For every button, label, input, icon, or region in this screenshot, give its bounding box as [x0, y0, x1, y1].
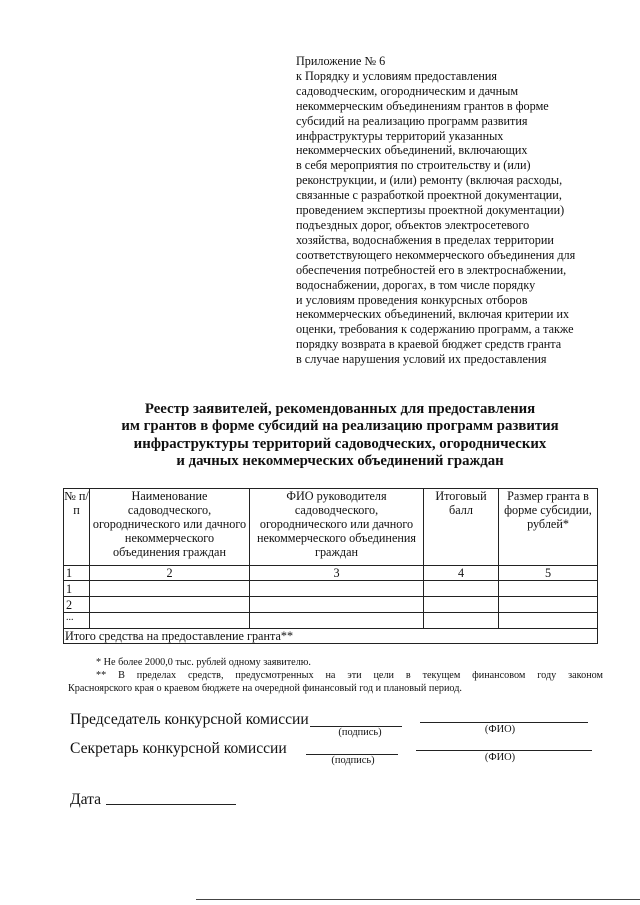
table-header-row: [64, 489, 598, 566]
appendix-line: к Порядку и условиям предоставления: [296, 68, 498, 83]
appendix-line: в случае нарушения условий их предоставления: [296, 352, 547, 367]
table-cell: [499, 597, 598, 613]
table-row: [64, 581, 598, 597]
total-label: Итого средства на предоставление гранта**: [64, 629, 598, 644]
secretary-label: Секретарь конкурсной комиссии: [70, 740, 287, 757]
footnotes: [68, 656, 603, 695]
appendix-line: некоммерческих объединений, включая критерии их: [296, 307, 570, 322]
appendix-line: некоммерческим объединениям грантов в форме: [296, 98, 549, 113]
table-cell: [499, 613, 598, 629]
appendix-line: связанные с разработкой проектной документации,: [296, 188, 562, 203]
column-number: 2: [90, 566, 250, 581]
registry-table: [63, 488, 598, 644]
appendix-line: в себя мероприятия по строительству и (или): [296, 158, 531, 173]
appendix-block: [296, 54, 596, 367]
table-cell: [424, 613, 499, 629]
column-number: 5: [499, 566, 598, 581]
table-cell: [499, 581, 598, 597]
appendix-line: проведением экспертизы проектной документации): [296, 203, 565, 218]
appendix-line: субсидий на реализацию программ развития: [296, 113, 528, 128]
appendix-line: соответствующего некоммерческого объединения для: [296, 247, 576, 262]
table-cell: [90, 581, 250, 597]
page-bottom-rule: [196, 899, 640, 900]
table-cell: [90, 613, 250, 629]
appendix-line: садоводческим, огородническим и дачным: [296, 83, 519, 98]
appendix-line: и условиям проведения конкурсных отборов: [296, 292, 528, 307]
footnote-1: * Не более 2000,0 тыс. рублей одному заявителю.: [96, 657, 311, 668]
table-cell: [250, 613, 424, 629]
header-name: Наименование садоводческого, огороднического или дачного некоммерческого объединения граждан: [90, 489, 250, 566]
appendix-line: некоммерческих объединений, включающих: [296, 143, 528, 158]
table-row: [64, 613, 598, 629]
row-number: ...: [64, 613, 90, 629]
date-line: [106, 804, 236, 805]
column-number: 4: [424, 566, 499, 581]
secretary-signature-caption: (подпись): [331, 755, 375, 766]
table-cell: [424, 597, 499, 613]
registry-title: [70, 401, 610, 470]
appendix-line: реконструкции, и (или) ремонту (включая расходы,: [296, 173, 563, 188]
title-line: им грантов в форме субсидий на реализацию программ развития: [121, 418, 559, 435]
appendix-line: хозяйства, водоснабжения в пределах территории: [296, 232, 554, 247]
title-line: инфраструктуры территорий садоводческих, огороднических: [133, 435, 547, 452]
table-cell: [250, 581, 424, 597]
date-label: Дата: [70, 791, 102, 808]
appendix-line: инфраструктуры территорий указанных: [296, 128, 504, 143]
chairman-fio-line: [420, 722, 588, 723]
table-cell: [424, 581, 499, 597]
appendix-line: подъездных дорог, объектов электросетевого: [296, 217, 530, 232]
header-ball: Итоговый балл: [424, 489, 499, 566]
table-cell: [250, 597, 424, 613]
secretary-fio-line: [416, 750, 592, 751]
row-number: 1: [64, 581, 90, 597]
chairman-label: Председатель конкурсной комиссии: [70, 711, 309, 728]
total-row: [64, 629, 598, 644]
appendix-line: Приложение № 6: [296, 54, 386, 68]
footnote-2: ** В пределах средств, предусмотренных на эти цели в текущем финансовом году законом: [96, 670, 603, 681]
header-fio: ФИО руководителя садоводческого, огороднического или дачного некоммерческого объединения граждан: [250, 489, 424, 566]
header-grant: Размер гранта в форме субсидии, рублей*: [499, 489, 598, 566]
title-line: и дачных некоммерческих объединений граждан: [176, 452, 504, 469]
column-number-row: [64, 566, 598, 581]
appendix-line: обеспечения потребностей его в электроснабжении,: [296, 262, 567, 277]
appendix-line: водоснабжении, дорогах, в том числе порядку: [296, 277, 536, 292]
table-row: [64, 597, 598, 613]
header-no: № п/п: [64, 489, 90, 566]
title-line: Реестр заявителей, рекомендованных для предоставления: [144, 401, 536, 417]
chairman-signature-caption: (подпись): [338, 727, 382, 738]
row-number: 2: [64, 597, 90, 613]
appendix-line: порядку возврата в краевой бюджет средств гранта: [296, 337, 562, 352]
appendix-line: оценки, требования к содержанию программ, а также: [296, 322, 574, 337]
secretary-fio-caption: (ФИО): [484, 752, 516, 763]
column-number: 1: [64, 566, 90, 581]
footnote-2-continuation: Красноярского края о краевом бюджете на очередной финансовый год и плановый период.: [68, 683, 462, 694]
chairman-fio-caption: (ФИО): [484, 724, 516, 735]
table-cell: [90, 597, 250, 613]
column-number: 3: [250, 566, 424, 581]
